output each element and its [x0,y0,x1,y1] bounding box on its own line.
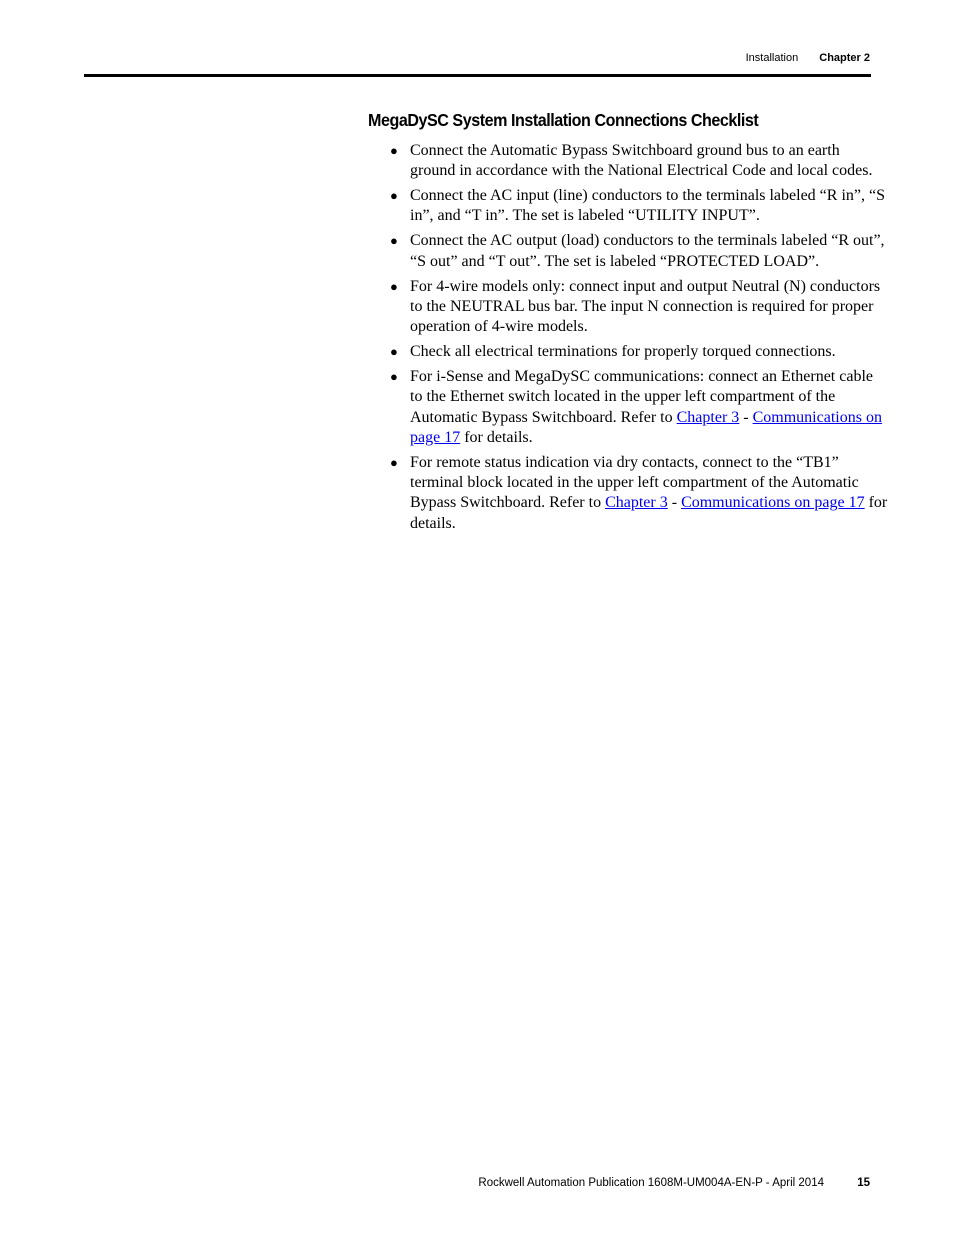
bullet: ● [390,344,398,360]
communications-link[interactable]: Communications on page 17 [681,494,865,512]
list-item-text: For i-Sense and MegaDySC communications: connect an Ethernet cable to the Ethernet switch located in the upper left compartment of the Automatic Bypass Switchboard. Refer to [410,367,873,426]
list-item-text-end: for details. [410,494,888,532]
list-item [388,367,888,448]
list-item-text: Connect the AC input (line) conductors to the terminals labeled “R in”, “S in”, and “T in”. The set is labeled “UTILITY INPUT”. [410,187,885,225]
bullet: ● [390,368,398,384]
list-item [388,231,888,272]
checklist [388,141,888,539]
list-item [388,453,888,534]
list-item-text: Connect the Automatic Bypass Switchboard ground bus to an earth ground in accordance with the National Electrical Code and local codes. [410,142,873,180]
bullet: ● [390,454,398,470]
bullet: ● [390,188,398,204]
list-item-text-end: for details. [460,428,533,446]
list-item [388,277,888,338]
link-separator: - [739,408,753,426]
link-separator: - [667,494,682,512]
header-rule [84,74,871,77]
bullet: ● [390,278,398,294]
list-item-text: For 4-wire models only: connect input and output Neutral (N) conductors to the NEUTRAL bus bar. The input N connection is required for proper operation of 4-wire models. [410,277,881,336]
chapter-3-link[interactable]: Chapter 3 [676,408,740,426]
list-item [388,342,888,362]
communications-link[interactable]: Communications on page 17 [410,408,882,446]
page-footer [478,1177,870,1189]
bullet: ● [390,143,398,158]
list-item [388,186,888,227]
chapter-3-link[interactable]: Chapter 3 [605,494,668,512]
list-item-text: Connect the AC output (load) conductors to the terminals labeled “R out”, “S out” and “T out”. The set is labeled “PROTECTED LOAD”. [410,232,885,270]
page-number: 15 [857,1177,870,1189]
header-chapter: Chapter 2 [819,52,870,64]
publication-info: Rockwell Automation Publication 1608M-UM004A-EN-P - April 2014 [478,1177,824,1189]
running-header [746,52,870,64]
header-section: Installation [745,52,799,64]
bullet: ● [390,233,398,249]
list-item-text: Check all electrical terminations for properly torqued connections. [410,343,836,361]
section-title: MegaDySC System Installation Connections Checklist [368,110,759,130]
list-item [388,141,888,182]
list-item-text: For remote status indication via dry contacts, connect to the “TB1” terminal block located in the upper left compartment of the Automatic Bypass Switchboard. Refer to [410,453,859,512]
